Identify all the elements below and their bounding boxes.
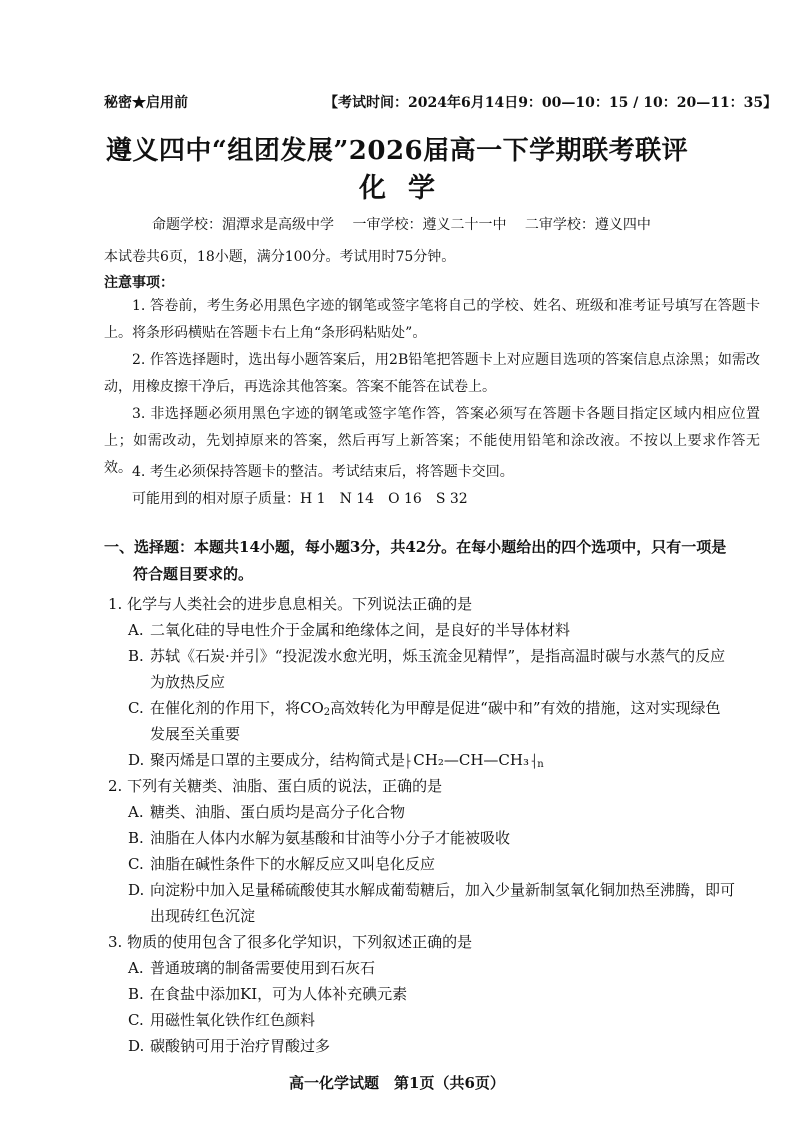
question-2-option-d: D. 向淀粉中加入足量稀硫酸使其水解成葡萄糖后，加入少量新制氢氧化铜加热至沸腾，即可 出现砖红色沉淀 <box>128 881 736 925</box>
question-1-option-c: C. 在催化剂的作用下，将$CO_2$高效转化为甲醇是促进“碳中和”有效的措施，这对实现绿色 发展至关重要 <box>128 699 721 743</box>
school-info <box>152 214 665 234</box>
notice-item: 4. 考生必须保持答题卡的整洁。考试结束后，将答题卡交回。 <box>132 464 514 480</box>
section-heading: 一、选择题：本题共14小题，每小题3分，共42分。在每小题给出的四个选项中，只有一项是 符合题目要求的。 <box>104 538 727 583</box>
confidential-label: 秘密★启用前 <box>104 95 188 111</box>
question-3-option-a: A. 普通玻璃的制备需要使用到石灰石 <box>128 959 376 977</box>
question-3-option-d: D. 碳酸钠可用于治疗胃酸过多 <box>128 1037 331 1055</box>
first-review-school: 一审学校：遵义二十一中 <box>352 217 507 233</box>
setter-school: 命题学校：湄潭求是高级中学 <box>152 217 334 233</box>
notice-item: 2. 作答选择题时，选出每小题答案后，用2B铅笔把答题卡上对应题目选项的答案信息点涂黑；如需改动，用橡皮擦干净后，再选涂其他答案。答案不能答在试卷上。 <box>104 352 760 395</box>
question-1-option-b: B. 苏轼《石炭·并引》“投泥泼水愈光明，烁玉流金见精悍”，是指高温时碳与水蒸气的反应 为放热反应 <box>128 647 726 691</box>
exam-title: 遵义四中“组团发展”2026届高一下学期联考联评 <box>105 136 689 166</box>
question-2-option-a: A. 糖类、油脂、蛋白质均是高分子化合物 <box>128 803 406 821</box>
question-3-option-c: C. 用磁性氧化铁作红色颜料 <box>128 1011 316 1029</box>
question-2-option-b: B. 油脂在人体内水解为氨基酸和甘油等小分子才能被吸收 <box>128 829 511 847</box>
page-footer: 高一化学试题 第1页（共6页） <box>289 1074 505 1092</box>
question-2-stem: 2. 下列有关糖类、油脂、蛋白质的说法，正确的是 <box>108 777 443 795</box>
exam-time: 【考试时间：2024年6月14日9：00—10：15 / 10：20—11：35】 <box>324 95 778 111</box>
question-1-stem: 1. 化学与人类社会的进步息息相关。下列说法正确的是 <box>108 595 473 613</box>
question-2-option-c: C. 油脂在碱性条件下的水解反应又叫皂化反应 <box>128 855 436 873</box>
notice-item: 3. 非选择题必须用黑色字迹的钢笔或签字笔作答，答案必须写在答题卡各题目指定区域内相应位置上；如需改动，先划掉原来的答案，然后再写上新答案；不能使用铅笔和涂改液。不按以上要求作答无效。 <box>104 406 760 476</box>
question-3-option-b: B. 在食盐中添加KI，可为人体补充碘元素 <box>128 985 408 1003</box>
question-1-option-a: A. 二氧化硅的导电性介于金属和绝缘体之间，是良好的半导体材料 <box>128 621 571 639</box>
question-3-stem: 3. 物质的使用包含了很多化学知识，下列叙述正确的是 <box>108 933 473 951</box>
subject-title: 化学 <box>359 173 457 204</box>
atomic-mass-line: 可能用到的相对原子质量：H 1 N 14 O 16 S 32 <box>132 491 468 507</box>
polypropylene-formula: $⸠CH_2—CH—CH_3⸡_n$ <box>405 751 544 770</box>
second-review-school: 二审学校：遵义四中 <box>524 217 651 233</box>
question-1-option-d: D. 聚丙烯是口罩的主要成分，结构简式是$⸠CH_2—CH—CH_3⸡_n$ <box>128 747 764 773</box>
paper-intro: 本试卷共6页，18小题，满分100分。考试用时75分钟。 <box>104 249 456 265</box>
notice-item: 1. 答卷前，考生务必用黑色字迹的钢笔或签字笔将自己的学校、姓名、班级和准考证号填写在答题卡上。将条形码横贴在答题卡右上角“条形码粘贴处”。 <box>104 298 760 341</box>
notice-title: 注意事项： <box>104 275 174 291</box>
